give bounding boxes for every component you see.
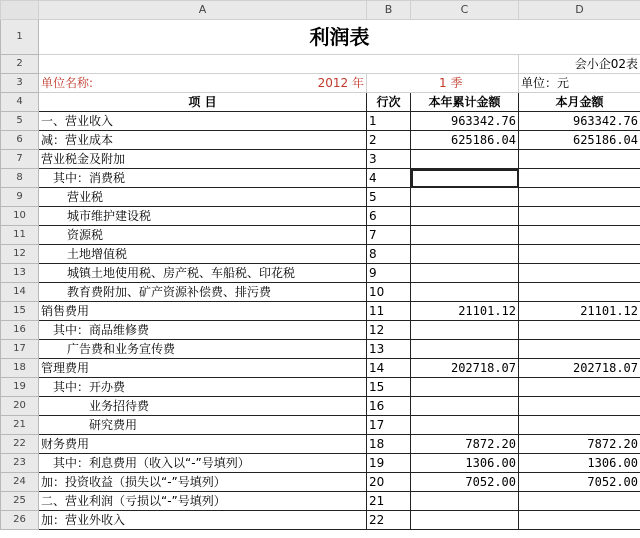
line-number-cell[interactable]: 15 bbox=[367, 378, 411, 397]
period-cell[interactable]: 1 季 bbox=[367, 74, 519, 93]
row-header[interactable]: 19 bbox=[1, 378, 39, 397]
unit-name-label[interactable]: 单位名称: 2012 年 bbox=[39, 74, 367, 93]
ytd-amount-cell[interactable] bbox=[411, 321, 519, 340]
line-number-cell[interactable]: 3 bbox=[367, 150, 411, 169]
table-row bbox=[1, 454, 640, 473]
cell[interactable] bbox=[39, 55, 519, 74]
item-cell[interactable]: 其中：消费税 bbox=[39, 169, 367, 188]
line-number-cell[interactable]: 8 bbox=[367, 245, 411, 264]
row-header[interactable]: 14 bbox=[1, 283, 39, 302]
item-cell[interactable]: 其中：利息费用（收入以“-”号填列） bbox=[39, 454, 367, 473]
line-number-cell[interactable]: 12 bbox=[367, 321, 411, 340]
row-header[interactable]: 9 bbox=[1, 188, 39, 207]
row-header[interactable]: 4 bbox=[1, 93, 39, 112]
ytd-amount-cell[interactable] bbox=[411, 340, 519, 359]
row-header[interactable]: 17 bbox=[1, 340, 39, 359]
table-row bbox=[1, 416, 640, 435]
line-number-cell[interactable]: 7 bbox=[367, 226, 411, 245]
table-row bbox=[1, 511, 640, 530]
item-cell[interactable]: 资源税 bbox=[39, 226, 367, 245]
column-header-a[interactable]: A bbox=[39, 1, 367, 20]
line-number-cell[interactable]: 6 bbox=[367, 207, 411, 226]
row-header[interactable]: 7 bbox=[1, 150, 39, 169]
line-number-cell[interactable]: 13 bbox=[367, 340, 411, 359]
ytd-amount-cell[interactable] bbox=[411, 511, 519, 530]
row-header[interactable]: 21 bbox=[1, 416, 39, 435]
table-row bbox=[1, 397, 640, 416]
table-row bbox=[1, 245, 640, 264]
statement-rows bbox=[1, 112, 640, 530]
line-number-cell[interactable]: 16 bbox=[367, 397, 411, 416]
item-cell[interactable]: 土地增值税 bbox=[39, 245, 367, 264]
table-row bbox=[1, 321, 640, 340]
month-amount-cell[interactable]: 625186.04 bbox=[519, 131, 640, 150]
ytd-amount-cell[interactable] bbox=[411, 492, 519, 511]
ytd-amount-cell[interactable] bbox=[411, 169, 519, 188]
month-amount-cell[interactable]: 202718.07 bbox=[519, 359, 640, 378]
line-number-cell[interactable]: 20 bbox=[367, 473, 411, 492]
table-row bbox=[1, 283, 640, 302]
item-cell[interactable]: 财务费用 bbox=[39, 435, 367, 454]
sheet-row bbox=[1, 20, 640, 55]
month-amount-cell[interactable] bbox=[519, 245, 640, 264]
item-cell[interactable]: 其中：商品维修费 bbox=[39, 321, 367, 340]
month-amount-cell[interactable] bbox=[519, 492, 640, 511]
row-header[interactable]: 26 bbox=[1, 511, 39, 530]
sheet-row bbox=[1, 74, 640, 93]
form-code[interactable]: 会小企02表 bbox=[519, 55, 640, 74]
line-number-cell[interactable]: 2 bbox=[367, 131, 411, 150]
month-amount-cell[interactable] bbox=[519, 169, 640, 188]
line-number-cell[interactable]: 14 bbox=[367, 359, 411, 378]
line-number-cell[interactable]: 19 bbox=[367, 454, 411, 473]
ytd-amount-cell[interactable]: 202718.07 bbox=[411, 359, 519, 378]
month-amount-cell[interactable] bbox=[519, 188, 640, 207]
month-amount-cell[interactable]: 7052.00 bbox=[519, 473, 640, 492]
ytd-header[interactable]: 本年累计金额 bbox=[411, 93, 519, 112]
ytd-amount-cell[interactable] bbox=[411, 245, 519, 264]
line-number-cell[interactable]: 22 bbox=[367, 511, 411, 530]
ytd-amount-cell[interactable]: 7872.20 bbox=[411, 435, 519, 454]
row-header[interactable]: 22 bbox=[1, 435, 39, 454]
ytd-amount-cell[interactable] bbox=[411, 397, 519, 416]
row-header[interactable]: 2 bbox=[1, 55, 39, 74]
item-cell[interactable]: 业务招待费 bbox=[39, 397, 367, 416]
month-amount-cell[interactable] bbox=[519, 397, 640, 416]
row-header[interactable]: 13 bbox=[1, 264, 39, 283]
item-cell[interactable]: 其中：开办费 bbox=[39, 378, 367, 397]
ytd-amount-cell[interactable] bbox=[411, 416, 519, 435]
item-cell[interactable]: 城市维护建设税 bbox=[39, 207, 367, 226]
item-cell[interactable]: 营业税金及附加 bbox=[39, 150, 367, 169]
report-title[interactable]: 利润表 bbox=[39, 20, 640, 55]
month-amount-cell[interactable] bbox=[519, 264, 640, 283]
table-row bbox=[1, 169, 640, 188]
item-cell[interactable]: 加：投资收益（损失以“-”号填列） bbox=[39, 473, 367, 492]
header-row bbox=[1, 93, 640, 112]
item-cell[interactable]: 营业税 bbox=[39, 188, 367, 207]
table-row bbox=[1, 264, 640, 283]
item-cell[interactable]: 城镇土地使用税、房产税、车船税、印花税 bbox=[39, 264, 367, 283]
ytd-amount-cell[interactable]: 7052.00 bbox=[411, 473, 519, 492]
line-number-cell[interactable]: 18 bbox=[367, 435, 411, 454]
month-amount-cell[interactable] bbox=[519, 340, 640, 359]
row-header[interactable]: 12 bbox=[1, 245, 39, 264]
row-header[interactable]: 25 bbox=[1, 492, 39, 511]
row-header[interactable]: 23 bbox=[1, 454, 39, 473]
table-row bbox=[1, 359, 640, 378]
month-amount-cell[interactable]: 21101.12 bbox=[519, 302, 640, 321]
row-header[interactable]: 1 bbox=[1, 20, 39, 55]
row-header[interactable]: 11 bbox=[1, 226, 39, 245]
sheet-row bbox=[1, 55, 640, 74]
line-number-cell[interactable]: 9 bbox=[367, 264, 411, 283]
month-amount-cell[interactable] bbox=[519, 321, 640, 340]
row-header[interactable]: 24 bbox=[1, 473, 39, 492]
item-cell[interactable]: 一、营业收入 bbox=[39, 112, 367, 131]
table-row bbox=[1, 378, 640, 397]
line-number-cell[interactable]: 5 bbox=[367, 188, 411, 207]
line-number-cell[interactable]: 11 bbox=[367, 302, 411, 321]
row-header[interactable]: 15 bbox=[1, 302, 39, 321]
currency-unit[interactable]: 单位：元 bbox=[519, 74, 640, 93]
item-cell[interactable]: 管理费用 bbox=[39, 359, 367, 378]
table-row bbox=[1, 150, 640, 169]
ytd-amount-cell[interactable] bbox=[411, 283, 519, 302]
table-row bbox=[1, 131, 640, 150]
table-row bbox=[1, 188, 640, 207]
row-header[interactable]: 8 bbox=[1, 169, 39, 188]
row-header[interactable]: 10 bbox=[1, 207, 39, 226]
select-all-corner[interactable] bbox=[1, 1, 39, 20]
month-amount-cell[interactable]: 1306.00 bbox=[519, 454, 640, 473]
ytd-amount-cell[interactable] bbox=[411, 226, 519, 245]
table-row bbox=[1, 302, 640, 321]
table-row bbox=[1, 340, 640, 359]
table-row bbox=[1, 112, 640, 131]
table-row bbox=[1, 435, 640, 454]
item-cell[interactable]: 研究费用 bbox=[39, 416, 367, 435]
row-header[interactable]: 18 bbox=[1, 359, 39, 378]
line-number-cell[interactable]: 10 bbox=[367, 283, 411, 302]
column-header-c[interactable]: C bbox=[411, 1, 519, 20]
ytd-amount-cell[interactable]: 963342.76 bbox=[411, 112, 519, 131]
ytd-amount-cell[interactable]: 625186.04 bbox=[411, 131, 519, 150]
month-amount-cell[interactable] bbox=[519, 207, 640, 226]
item-cell[interactable]: 加：营业外收入 bbox=[39, 511, 367, 530]
table-row bbox=[1, 473, 640, 492]
month-amount-cell[interactable] bbox=[519, 416, 640, 435]
month-header[interactable]: 本月金额 bbox=[519, 93, 640, 112]
month-amount-cell[interactable] bbox=[519, 283, 640, 302]
month-amount-cell[interactable] bbox=[519, 511, 640, 530]
item-cell[interactable]: 二、营业利润（亏损以“-”号填列） bbox=[39, 492, 367, 511]
item-cell[interactable]: 教育费附加、矿产资源补偿费、排污费 bbox=[39, 283, 367, 302]
ytd-amount-cell[interactable]: 21101.12 bbox=[411, 302, 519, 321]
table-row bbox=[1, 207, 640, 226]
row-header[interactable]: 5 bbox=[1, 112, 39, 131]
column-header-b[interactable]: B bbox=[367, 1, 411, 20]
month-amount-cell[interactable]: 963342.76 bbox=[519, 112, 640, 131]
column-header-row bbox=[1, 1, 640, 20]
line-header[interactable]: 行次 bbox=[367, 93, 411, 112]
month-amount-cell[interactable] bbox=[519, 150, 640, 169]
line-number-cell[interactable]: 4 bbox=[367, 169, 411, 188]
line-number-cell[interactable]: 21 bbox=[367, 492, 411, 511]
ytd-amount-cell[interactable] bbox=[411, 207, 519, 226]
row-header[interactable]: 16 bbox=[1, 321, 39, 340]
line-number-cell[interactable]: 1 bbox=[367, 112, 411, 131]
month-amount-cell[interactable] bbox=[519, 226, 640, 245]
ytd-amount-cell[interactable] bbox=[411, 378, 519, 397]
column-header-d[interactable]: D bbox=[519, 1, 640, 20]
ytd-amount-cell[interactable] bbox=[411, 188, 519, 207]
item-header[interactable]: 项 目 bbox=[39, 93, 367, 112]
ytd-amount-cell[interactable] bbox=[411, 264, 519, 283]
row-header[interactable]: 3 bbox=[1, 74, 39, 93]
ytd-amount-cell[interactable]: 1306.00 bbox=[411, 454, 519, 473]
item-cell[interactable]: 减：营业成本 bbox=[39, 131, 367, 150]
table-row bbox=[1, 226, 640, 245]
item-cell[interactable]: 销售费用 bbox=[39, 302, 367, 321]
month-amount-cell[interactable]: 7872.20 bbox=[519, 435, 640, 454]
item-cell[interactable]: 广告费和业务宣传费 bbox=[39, 340, 367, 359]
ytd-amount-cell[interactable] bbox=[411, 150, 519, 169]
line-number-cell[interactable]: 17 bbox=[367, 416, 411, 435]
row-header[interactable]: 20 bbox=[1, 397, 39, 416]
month-amount-cell[interactable] bbox=[519, 378, 640, 397]
table-row bbox=[1, 492, 640, 511]
row-header[interactable]: 6 bbox=[1, 131, 39, 150]
